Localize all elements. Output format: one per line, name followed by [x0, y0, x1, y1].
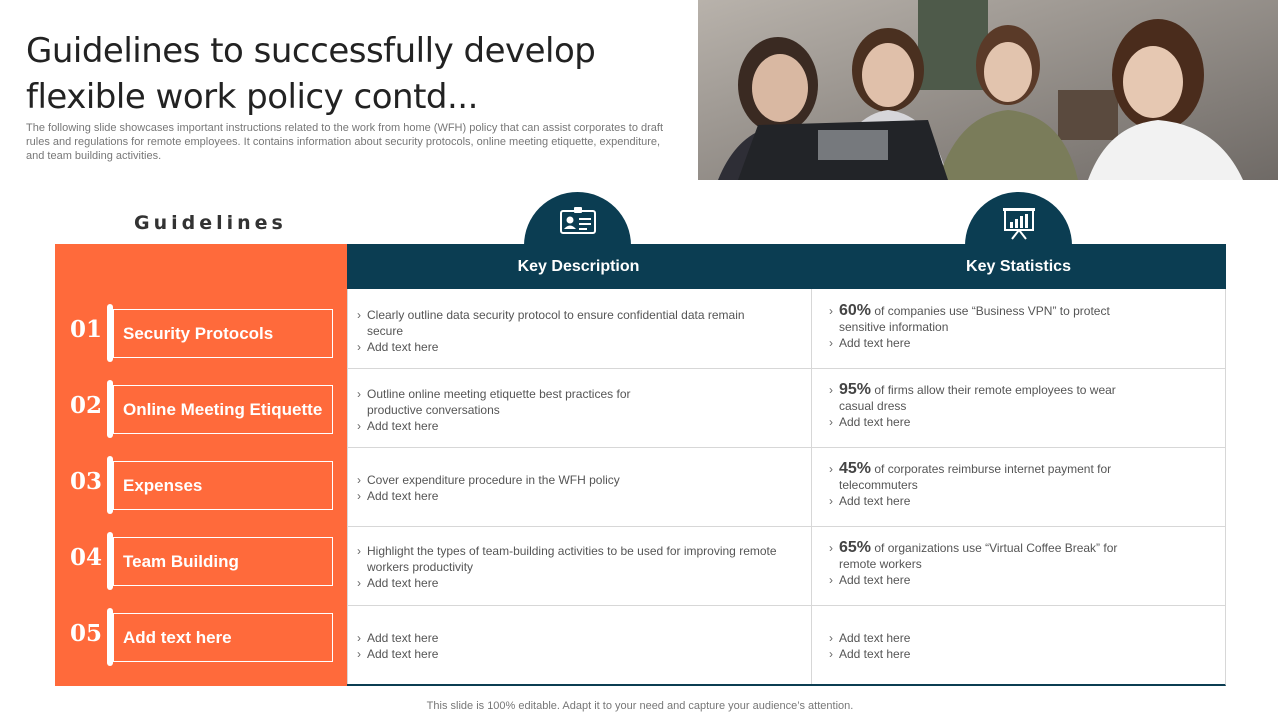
description-icon-tab	[524, 192, 631, 248]
statistics-cell	[811, 527, 1226, 606]
slide-title: Guidelines to successfully develop flexible work policy contd...	[26, 31, 596, 117]
guidelines-panel	[55, 244, 347, 686]
guideline-item	[55, 532, 347, 590]
guideline-number: 01	[69, 316, 102, 343]
guideline-label-box[interactable]	[113, 537, 333, 586]
description-bullet: › Add text here	[348, 630, 781, 646]
stat-text: of corporates reimburse internet payment for telecommuters	[839, 462, 1112, 492]
description-bullet: › Cover expenditure procedure in the WFH policy	[348, 472, 781, 488]
description-bullet: › Add text here	[348, 339, 781, 355]
guidelines-heading: Guidelines	[134, 212, 287, 234]
description-cell	[347, 606, 811, 684]
statistic-bullet: › Add text here	[820, 646, 1146, 662]
statistic-bullet: › Add text here	[820, 493, 1126, 509]
id-card-icon	[559, 206, 597, 236]
guideline-label: Add text here	[123, 627, 232, 647]
description-bullet: › Outline online meeting etiquette best practices for productive conversations	[348, 386, 671, 418]
description-bullet: › Clearly outline data security protocol to ensure confidential data remain secure	[348, 307, 781, 339]
guideline-item	[55, 456, 347, 514]
stat-percentage: 95%	[839, 381, 872, 398]
statistic-bullet	[820, 540, 1146, 572]
guideline-label-box[interactable]	[113, 613, 333, 662]
slide-subtitle: The following slide showcases important instructions related to the work from home (WFH) policy that can assist corporates to draft rules and regulations for remote employees. It contains information about security protocols, online meeting etiquette, expenditure, and team building activities.	[26, 122, 664, 162]
statistics-cell	[811, 289, 1226, 369]
stat-text: of companies use “Business VPN” to protect sensitive information	[839, 304, 1110, 334]
stat-text: of organizations use “Virtual Coffee Break” for remote workers	[839, 541, 1118, 571]
guideline-item	[55, 380, 347, 438]
statistic-bullet: › Add text here	[820, 572, 1146, 588]
guideline-number: 03	[69, 468, 102, 495]
statistic-bullet: › Add text here	[820, 414, 1146, 430]
description-bullet: › Add text here	[348, 488, 781, 504]
statistics-cell	[811, 448, 1226, 527]
guideline-label: Online Meeting Etiquette	[123, 399, 323, 419]
team-photo	[698, 0, 1278, 180]
statistics-icon-tab	[965, 192, 1072, 248]
guideline-label: Team Building	[123, 551, 239, 571]
column-header-description: Key Description	[517, 258, 640, 275]
stat-text: of firms allow their remote employees to wear casual dress	[839, 383, 1116, 413]
guideline-label: Security Protocols	[123, 323, 274, 343]
slide-footer: This slide is 100% editable. Adapt it to your need and capture your audience’s attention.	[426, 700, 854, 712]
stat-percentage: 65%	[839, 539, 872, 556]
stat-percentage: 45%	[839, 460, 872, 477]
description-cell	[347, 448, 811, 527]
description-cell	[347, 369, 811, 448]
guideline-item	[55, 608, 347, 666]
description-cell	[347, 289, 811, 369]
description-bullet: › Add text here	[348, 575, 781, 591]
statistics-cell	[811, 606, 1226, 684]
guideline-label-box[interactable]	[113, 461, 333, 510]
presentation-chart-icon	[1000, 206, 1038, 240]
team-photo-illustration	[698, 0, 1278, 180]
guidelines-table	[347, 289, 1226, 686]
statistic-bullet: › Add text here	[820, 335, 1146, 351]
statistic-bullet	[820, 461, 1126, 493]
statistic-bullet	[820, 382, 1146, 414]
description-bullet: › Add text here	[348, 646, 781, 662]
statistics-cell	[811, 369, 1226, 448]
statistic-bullet: › Add text here	[820, 630, 1146, 646]
description-bullet: › Add text here	[348, 418, 671, 434]
guideline-item	[55, 304, 347, 362]
guideline-number: 05	[69, 620, 102, 647]
guideline-label-box[interactable]	[113, 385, 333, 434]
guideline-label-box[interactable]	[113, 309, 333, 358]
statistic-bullet	[820, 303, 1146, 335]
description-cell	[347, 527, 811, 606]
guideline-label: Expenses	[123, 475, 203, 495]
guideline-number: 02	[69, 392, 102, 419]
guideline-number: 04	[69, 544, 102, 571]
description-bullet: › Highlight the types of team-building activities to be used for improving remote workers productivity	[348, 543, 781, 575]
stat-percentage: 60%	[839, 302, 872, 319]
column-header-statistics: Key Statistics	[966, 258, 1071, 275]
